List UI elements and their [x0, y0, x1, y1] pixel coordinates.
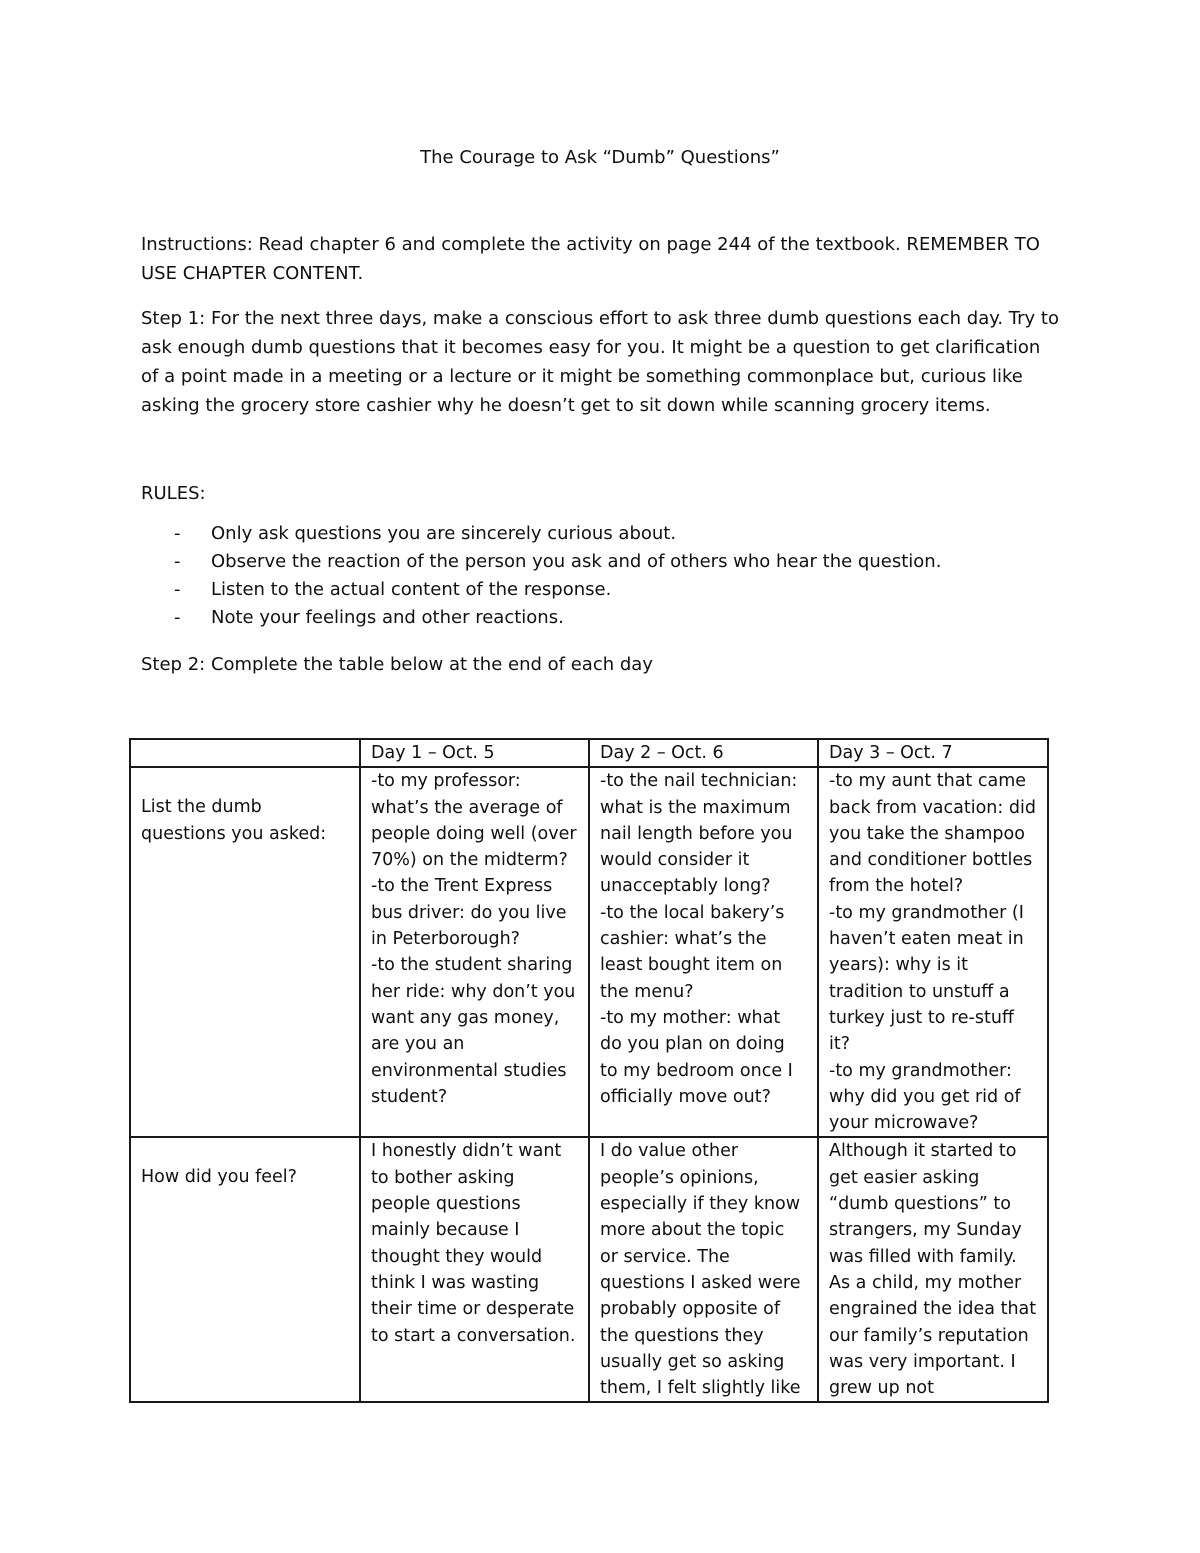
feeling-entry: Although it started to get easier asking “dumb questions” to strangers, my Sunday was filled with family. As a child, my mother engrained the idea that our family’s reputation was very important. I grew up not — [829, 1141, 1037, 1399]
row-label-cell — [130, 767, 360, 1137]
row-label: How did you feel? — [141, 1167, 297, 1188]
table-header-cell: Day 3 – Oct. 7 — [818, 739, 1048, 767]
table-cell — [818, 767, 1048, 1137]
step2-paragraph: Step 2: Complete the table below at the end of each day — [141, 654, 653, 675]
rules-list — [141, 520, 1041, 632]
question-entry: -to my professor: what’s the average of people doing well (over 70%) on the midterm? — [371, 771, 577, 871]
row-label: List the dumb questions you asked: — [141, 797, 327, 844]
table-cell — [360, 1137, 589, 1402]
rule-item — [141, 576, 1041, 604]
instructions-paragraph: Instructions: Read chapter 6 and complete the activity on page 244 of the textbook. REMEMBER TO USE CHAPTER CONTENT. — [141, 234, 1040, 284]
rule-marker: - — [174, 607, 181, 628]
question-entry: -to my grandmother (I haven’t eaten meat in years): why is it tradition to unstuff a turkey just to re-stuff it? — [829, 902, 1024, 1055]
rule-item — [141, 520, 1041, 548]
feeling-entry: I honestly didn’t want to bother asking people questions mainly because I thought they would think I was wasting their time or desperate to start a conversation. — [371, 1141, 576, 1346]
rule-text: Only ask questions you are sincerely curious about. — [211, 523, 677, 544]
question-entry: -to my grandmother: why did you get rid of your microwave? — [829, 1060, 1021, 1134]
rule-item — [141, 604, 1041, 632]
table-cell — [818, 1137, 1048, 1402]
rule-item — [141, 548, 1041, 576]
question-entry: -to the nail technician: what is the maximum nail length before you would consider it unacceptably long? — [600, 771, 798, 897]
rule-marker: - — [174, 523, 181, 544]
table-header-cell: Day 1 – Oct. 5 — [360, 739, 589, 767]
question-entry: -to my aunt that came back from vacation: did you take the shampoo and conditioner bottles from the hotel? — [829, 771, 1036, 897]
table-row — [130, 1137, 1048, 1402]
question-entry: -to the Trent Express bus driver: do you live in Peterborough? — [371, 876, 567, 950]
rule-text: Observe the reaction of the person you ask and of others who hear the question. — [211, 551, 942, 572]
table-header-cell — [130, 739, 360, 767]
activity-table — [129, 738, 1049, 1403]
rule-text: Listen to the actual content of the response. — [211, 579, 612, 600]
table-cell — [589, 1137, 818, 1402]
table-header-cell: Day 2 – Oct. 6 — [589, 739, 818, 767]
rule-text: Note your feelings and other reactions. — [211, 607, 564, 628]
rules-heading: RULES: — [141, 483, 206, 504]
question-entry: -to my mother: what do you plan on doing to my bedroom once I officially move out? — [600, 1007, 793, 1107]
document-title: The Courage to Ask “Dumb” Questions” — [420, 147, 780, 168]
table-row — [130, 767, 1048, 1137]
feeling-entry: I do value other people’s opinions, especially if they know more about the topic or service. The questions I asked were probably opposite of the questions they usually get so asking them, I felt slightly like — [600, 1141, 801, 1399]
table-cell — [360, 767, 589, 1137]
question-entry: -to the local bakery’s cashier: what’s the least bought item on the menu? — [600, 902, 785, 1002]
row-label-cell — [130, 1137, 360, 1402]
table-header-row — [130, 739, 1048, 767]
rule-marker: - — [174, 579, 181, 600]
table-cell — [589, 767, 818, 1137]
step1-paragraph: Step 1: For the next three days, make a conscious effort to ask three dumb questions each day. Try to ask enough dumb questions that it becomes easy for you. It might be a question to get clarification of a point made in a meeting or a lecture or it might be something commonplace but, curious like asking the grocery store cashier why he doesn’t get to sit down while scanning grocery items. — [141, 308, 1059, 416]
question-entry: -to the student sharing her ride: why don’t you want any gas money, are you an environmental studies student? — [371, 955, 576, 1107]
rule-marker: - — [174, 551, 181, 572]
